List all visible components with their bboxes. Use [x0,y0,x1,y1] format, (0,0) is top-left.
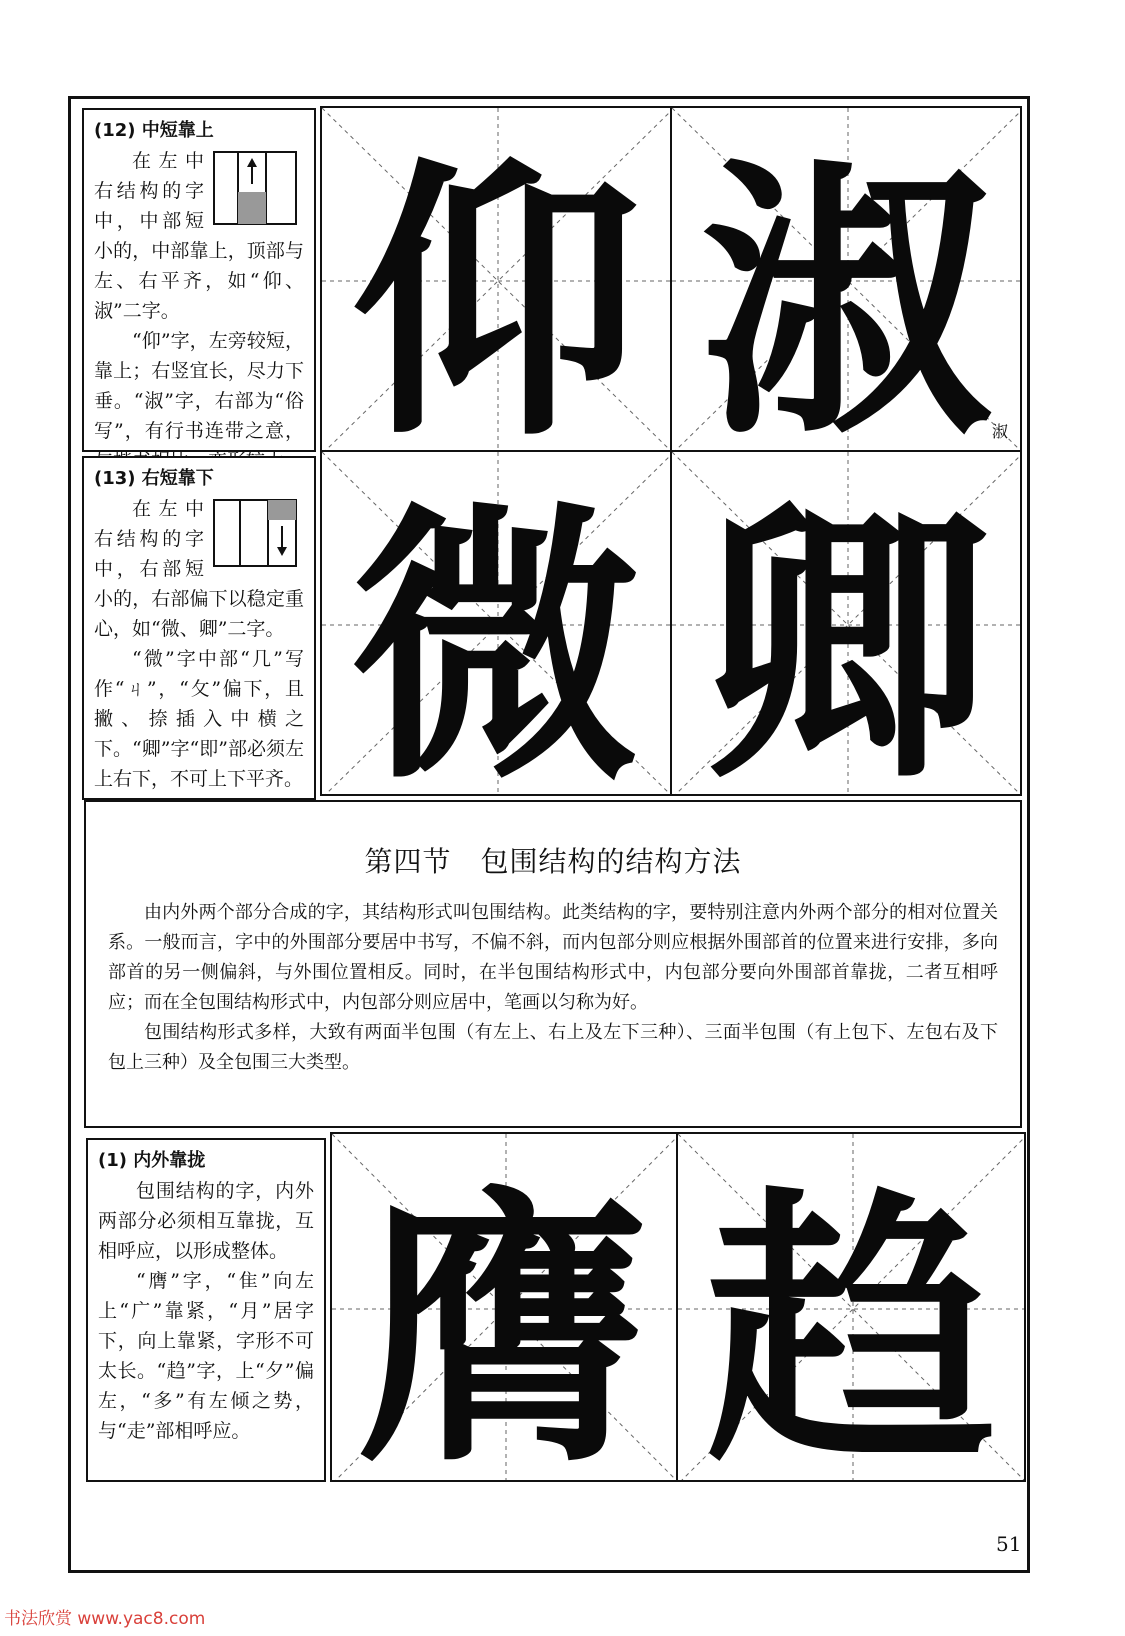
note-box-12 [82,108,316,452]
calligraphy-character: 趋 [706,1161,996,1482]
calligraphy-character: 仰 [351,133,641,452]
note-title: (13) 右短靠下 [94,468,214,489]
note-body [88,1176,324,1446]
note-title: (1) 内外靠拢 [98,1150,206,1171]
page-number: 51 [996,1532,1022,1556]
note-body [84,494,314,794]
character-cell [330,1132,678,1482]
note-box-13 [82,456,316,800]
character-cell [676,1132,1026,1482]
note-paragraph: “膺”字，“隹”向左上“广”靠紧，“月”居字下，向上靠紧，字形不可太长。“趋”字，上“夕”偏左，“多”有左倾之势，与“走”部相呼应。 [98,1270,314,1442]
section-box [84,800,1022,1128]
character-cell [320,106,672,452]
structure-diagram-icon [212,498,298,568]
calligraphy-character: 淑 [701,133,991,452]
character-cell [670,450,1022,796]
note-box-1 [86,1138,326,1482]
section-body [108,898,998,1078]
character-cell [670,106,1022,452]
note-paragraph: “仰”字，左旁较短，靠上；右竖宜长，尽力下垂。“淑”字，右部为“俗写”，有行书连带之意， [94,330,304,442]
structure-diagram-icon [212,150,298,226]
section-title: 第四节 包围结构的结构方法 [364,845,742,878]
calligraphy-character: 膺 [359,1161,649,1482]
calligraphy-character: 卿 [701,477,991,796]
section-paragraph: 包围结构形式多样，大致有两面半包围（有左上、右上及左下三种）、三面半包围（有上包下、左包右及下包上三种）及全包围三大类型。 [108,1022,998,1073]
character-cell [320,450,672,796]
note-paragraph: “微”字中部“几”写作“ㄐ”，“攵”偏下，且撇、捺插入中横之下。“卿”字“即”部必须左上右下，不可上下平齐。 [94,648,304,790]
calligraphy-character: 微 [351,477,641,796]
note-paragraph: 在左中右结构的字中，右部短小的，右部偏下以稳定重心，如“微、卿”二字。 [94,498,304,640]
character-caption: 淑 [991,422,1008,441]
note-paragraph: 包围结构的字，内外两部分必须相互靠拢，互相呼应，以形成整体。 [98,1180,314,1262]
note-body [84,146,314,476]
section-paragraph: 由内外两个部分合成的字，其结构形式叫包围结构。此类结构的字，要特别注意内外两个部分的相对位置关系。一般而言，字中的外围部分要居中书写，不偏不斜，而内包部分则应根据外围部首的位置来进行安排，多向部首的另一侧偏斜，与外围位置相反。同时，在半包围结构形式中，内包部分要向外围部首靠拢，二者互相呼应；而在全包围结构形式中，内包部分则应居中，笔画以匀称为好。 [108,902,998,1013]
note-paragraph: 在左中右结构的字中，中部短小的，中部靠上，顶部与左、右平齐，如“仰、淑”二字。 [94,150,304,322]
note-title: (12) 中短靠上 [94,120,214,141]
watermark: 书法欣赏 www.yac8.com [4,1609,206,1629]
